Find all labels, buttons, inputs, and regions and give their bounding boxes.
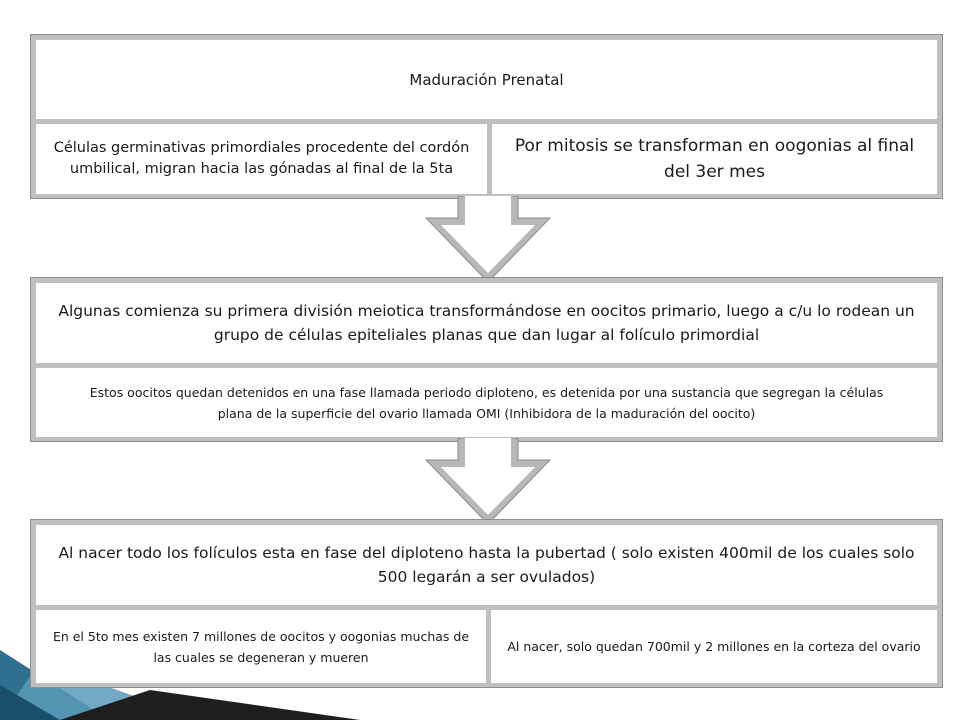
diplotene-box bbox=[36, 368, 937, 437]
section-meiosis bbox=[30, 277, 943, 442]
fifth-month-text: En el 5to mes existen 7 millones de oocitos y oogonias muchas de las cuales se degeneran y mueren bbox=[52, 628, 470, 665]
section-birth bbox=[30, 519, 943, 688]
at-birth-text: Al nacer, solo quedan 700mil y 2 millones en la corteza del ovario bbox=[507, 639, 921, 654]
birth-text: Al nacer todo los folículos esta en fase del diploteno hasta la pubertad ( solo existen 400mil de los cuales solo 500 legarán a ser ovulados) bbox=[58, 544, 915, 586]
section-prenatal-title: Maduración Prenatal bbox=[409, 70, 564, 89]
section-prenatal bbox=[30, 34, 943, 199]
down-arrow-icon bbox=[418, 438, 558, 528]
germ-cells-box bbox=[36, 124, 487, 194]
mitosis-text: Por mitosis se transforman en oogonias al final del 3er mes bbox=[514, 136, 915, 182]
section-prenatal-header bbox=[36, 40, 937, 119]
fifth-month-box bbox=[36, 610, 486, 683]
germ-cells-text: Células germinativas primordiales procedente del cordón umbilical, migran hacia las gónadas al final de la 5ta bbox=[53, 140, 470, 177]
meiosis-text: Algunas comienza su primera división meiotica transformándose en oocitos primario, luego a c/u lo rodean un grupo de células epiteliales planas que dan lugar al folículo primordial bbox=[58, 302, 915, 344]
mitosis-box bbox=[492, 124, 937, 194]
at-birth-box bbox=[491, 610, 937, 683]
diplotene-text: Estos oocitos quedan detenidos en una fase llamada periodo diploteno, es detenida por una sustancia que segregan la células plana de la superficie del ovario llamada OMI (Inhibidora de la maduración del oocito) bbox=[89, 384, 884, 421]
meiosis-header bbox=[36, 283, 937, 363]
birth-header bbox=[36, 525, 937, 605]
down-arrow-icon bbox=[418, 196, 558, 286]
